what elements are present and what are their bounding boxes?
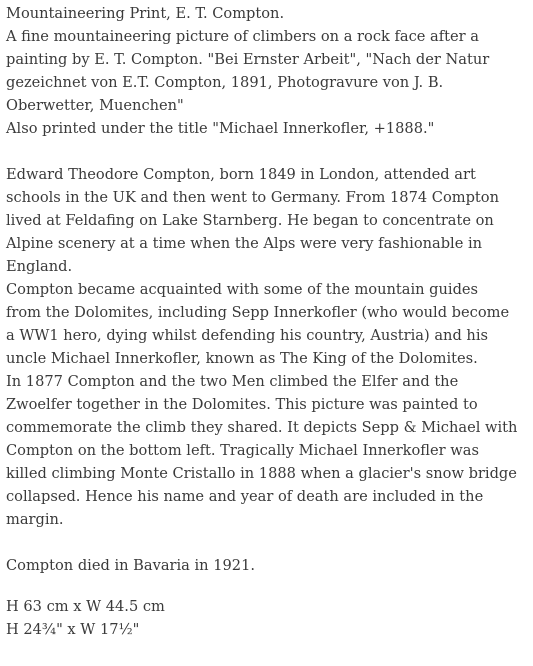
dimensions-block — [6, 595, 533, 641]
spacer — [6, 531, 533, 554]
text-line: a WW1 hero, dying whilst defending his country, Austria) and his — [6, 327, 488, 344]
product-title: Mountaineering Print, E. T. Compton. — [6, 5, 285, 22]
spacer — [6, 577, 533, 595]
text-line: lived at Feldafing on Lake Starnberg. He began to concentrate on — [6, 212, 494, 229]
text-line: Compton died in Bavaria in 1921. — [6, 557, 255, 574]
intro-paragraph — [6, 2, 533, 140]
text-line: uncle Michael Innerkofler, known as The King of the Dolomites. — [6, 350, 478, 367]
text-line: commemorate the climb they shared. It depicts Sepp & Michael with — [6, 419, 518, 436]
biography-paragraph — [6, 163, 533, 531]
dimensions-metric: H 63 cm x W 44.5 cm — [6, 598, 165, 615]
text-line: gezeichnet von E.T. Compton, 1891, Photogravure von J. B. — [6, 74, 444, 91]
text-line: from the Dolomites, including Sepp Innerkofler (who would become — [6, 304, 510, 321]
text-line: Oberwetter, Muenchen" — [6, 97, 184, 114]
text-line: Also printed under the title "Michael Innerkofler, +1888." — [6, 120, 435, 137]
death-paragraph — [6, 554, 533, 577]
text-line: Zwoelfer together in the Dolomites. This picture was painted to — [6, 396, 478, 413]
text-line: Alpine scenery at a time when the Alps were very fashionable in — [6, 235, 483, 252]
text-line: schools in the UK and then went to Germany. From 1874 Compton — [6, 189, 499, 206]
dimensions-imperial: H 24¾" x W 17½" — [6, 621, 140, 638]
text-line: A fine mountaineering picture of climbers on a rock face after a — [6, 28, 479, 45]
text-line: Compton on the bottom left. Tragically Michael Innerkofler was — [6, 442, 479, 459]
text-line: Compton became acquainted with some of the mountain guides — [6, 281, 479, 298]
spacer — [6, 140, 533, 163]
text-line: England. — [6, 258, 73, 275]
text-line: painting by E. T. Compton. "Bei Ernster Arbeit", "Nach der Natur — [6, 51, 490, 68]
text-line: In 1877 Compton and the two Men climbed the Elfer and the — [6, 373, 459, 390]
text-line: killed climbing Monte Cristallo in 1888 when a glacier's snow bridge — [6, 465, 517, 482]
text-line: Edward Theodore Compton, born 1849 in London, attended art — [6, 166, 476, 183]
text-line: margin. — [6, 511, 64, 528]
text-line: collapsed. Hence his name and year of death are included in the — [6, 488, 484, 505]
